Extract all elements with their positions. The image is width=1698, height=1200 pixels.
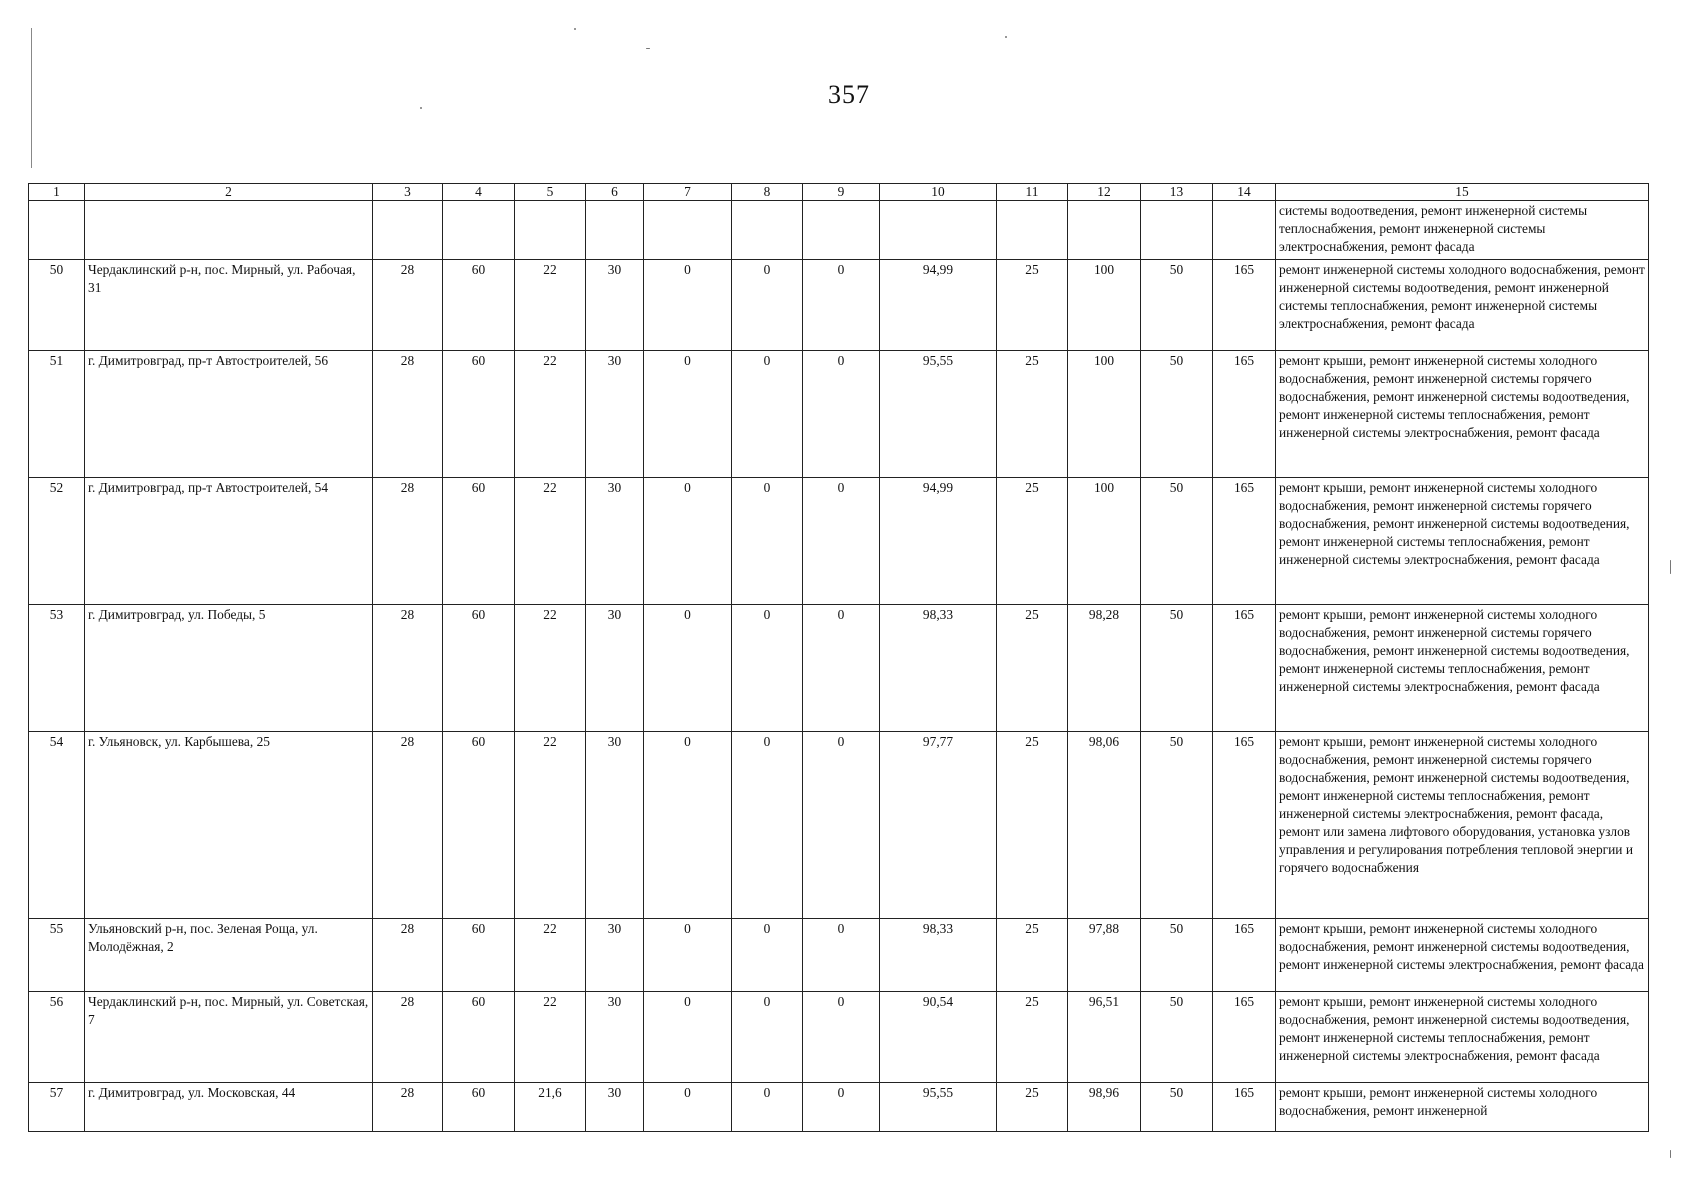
table-cell	[1213, 201, 1276, 260]
data-table	[28, 183, 1649, 1132]
value-cell: 25	[997, 605, 1068, 732]
address-cell: Ульяновский р-н, пос. Зеленая Роща, ул. Молодёжная, 2	[85, 919, 373, 992]
scan-speck	[420, 107, 422, 109]
address-cell: г. Ульяновск, ул. Карбышева, 25	[85, 732, 373, 919]
value-cell: 94,99	[880, 478, 997, 605]
value-cell: 28	[373, 351, 443, 478]
value-cell: 95,55	[880, 1083, 997, 1132]
works-description: ремонт крыши, ремонт инженерной системы холодного водоснабжения, ремонт инженерной системы горячего водоснабжения, ремонт инженерной системы водоотведения, ремонт инженерной системы теплоснабжения, ремонт инженерной системы электроснабжения, ремонт фасада, ремонт или замена лифтового оборудования, установка узлов управления и регулирования потребления тепловой энергии и горячего водоснабжения	[1276, 732, 1649, 919]
header-cell: 13	[1141, 184, 1213, 201]
value-cell: 165	[1213, 732, 1276, 919]
row-number: 54	[29, 732, 85, 919]
header-cell: 5	[515, 184, 586, 201]
value-cell: 0	[732, 992, 803, 1083]
row-number: 56	[29, 992, 85, 1083]
value-cell: 0	[803, 605, 880, 732]
address-cell: Чердаклинский р-н, пос. Мирный, ул. Рабочая, 31	[85, 260, 373, 351]
value-cell: 98,33	[880, 605, 997, 732]
value-cell: 0	[803, 732, 880, 919]
row-number: 57	[29, 1083, 85, 1132]
value-cell: 50	[1141, 478, 1213, 605]
value-cell: 0	[803, 351, 880, 478]
header-cell: 1	[29, 184, 85, 201]
table-cell	[1141, 201, 1213, 260]
value-cell: 60	[443, 1083, 515, 1132]
scan-margin-line	[31, 28, 32, 168]
value-cell: 60	[443, 605, 515, 732]
value-cell: 22	[515, 605, 586, 732]
value-cell: 0	[644, 260, 732, 351]
value-cell: 0	[644, 919, 732, 992]
header-cell: 14	[1213, 184, 1276, 201]
value-cell: 25	[997, 1083, 1068, 1132]
value-cell: 98,28	[1068, 605, 1141, 732]
row-number: 51	[29, 351, 85, 478]
value-cell: 0	[644, 992, 732, 1083]
value-cell: 0	[732, 919, 803, 992]
table-cell	[515, 201, 586, 260]
page-number: 357	[828, 80, 870, 109]
value-cell: 25	[997, 732, 1068, 919]
value-cell: 100	[1068, 351, 1141, 478]
table-cell	[880, 201, 997, 260]
value-cell: 0	[803, 478, 880, 605]
value-cell: 90,54	[880, 992, 997, 1083]
table-cell	[586, 201, 644, 260]
value-cell: 98,06	[1068, 732, 1141, 919]
table-row	[29, 919, 1649, 992]
value-cell: 98,96	[1068, 1083, 1141, 1132]
works-description: системы водоотведения, ремонт инженерной системы теплоснабжения, ремонт инженерной системы электроснабжения, ремонт фасада	[1276, 201, 1649, 260]
works-description: ремонт крыши, ремонт инженерной системы холодного водоснабжения, ремонт инженерной	[1276, 1083, 1649, 1132]
scan-speck	[646, 48, 650, 49]
continuation-row	[29, 201, 1649, 260]
value-cell: 50	[1141, 992, 1213, 1083]
table-cell	[85, 201, 373, 260]
header-cell: 4	[443, 184, 515, 201]
header-cell: 8	[732, 184, 803, 201]
value-cell: 25	[997, 919, 1068, 992]
value-cell: 0	[803, 919, 880, 992]
table-row	[29, 1083, 1649, 1132]
value-cell: 165	[1213, 351, 1276, 478]
value-cell: 165	[1213, 260, 1276, 351]
value-cell: 28	[373, 260, 443, 351]
works-description: ремонт крыши, ремонт инженерной системы холодного водоснабжения, ремонт инженерной системы горячего водоснабжения, ремонт инженерной системы водоотведения, ремонт инженерной системы теплоснабжения, ремонт инженерной системы электроснабжения, ремонт фасада	[1276, 478, 1649, 605]
value-cell: 97,77	[880, 732, 997, 919]
value-cell: 0	[803, 1083, 880, 1132]
scan-speck	[1005, 36, 1007, 38]
value-cell: 0	[644, 732, 732, 919]
value-cell: 60	[443, 732, 515, 919]
value-cell: 50	[1141, 605, 1213, 732]
value-cell: 60	[443, 919, 515, 992]
scan-speck	[574, 28, 576, 30]
value-cell: 28	[373, 992, 443, 1083]
scan-speck	[1670, 1150, 1671, 1158]
value-cell: 165	[1213, 605, 1276, 732]
value-cell: 30	[586, 919, 644, 992]
table-cell	[732, 201, 803, 260]
header-cell: 15	[1276, 184, 1649, 201]
value-cell: 30	[586, 1083, 644, 1132]
value-cell: 100	[1068, 260, 1141, 351]
table-row	[29, 478, 1649, 605]
header-cell: 3	[373, 184, 443, 201]
value-cell: 28	[373, 919, 443, 992]
address-cell: г. Димитровград, ул. Московская, 44	[85, 1083, 373, 1132]
value-cell: 25	[997, 260, 1068, 351]
value-cell: 50	[1141, 1083, 1213, 1132]
value-cell: 28	[373, 1083, 443, 1132]
value-cell: 165	[1213, 478, 1276, 605]
row-number: 55	[29, 919, 85, 992]
value-cell: 0	[644, 351, 732, 478]
header-cell: 12	[1068, 184, 1141, 201]
works-description: ремонт инженерной системы холодного водоснабжения, ремонт инженерной системы водоотведения, ремонт инженерной системы теплоснабжения, ремонт инженерной системы электроснабжения, ремонт фасада	[1276, 260, 1649, 351]
table-cell	[1068, 201, 1141, 260]
value-cell: 0	[644, 605, 732, 732]
value-cell: 0	[803, 992, 880, 1083]
value-cell: 165	[1213, 1083, 1276, 1132]
value-cell: 30	[586, 732, 644, 919]
address-cell: Чердаклинский р-н, пос. Мирный, ул. Советская, 7	[85, 992, 373, 1083]
row-number: 53	[29, 605, 85, 732]
value-cell: 0	[732, 478, 803, 605]
header-cell: 7	[644, 184, 732, 201]
value-cell: 165	[1213, 992, 1276, 1083]
value-cell: 60	[443, 351, 515, 478]
table-row	[29, 992, 1649, 1083]
value-cell: 60	[443, 992, 515, 1083]
value-cell: 21,6	[515, 1083, 586, 1132]
value-cell: 100	[1068, 478, 1141, 605]
value-cell: 25	[997, 478, 1068, 605]
value-cell: 50	[1141, 260, 1213, 351]
table-cell	[373, 201, 443, 260]
table-cell	[997, 201, 1068, 260]
value-cell: 0	[732, 605, 803, 732]
value-cell: 22	[515, 260, 586, 351]
row-number: 50	[29, 260, 85, 351]
value-cell: 30	[586, 260, 644, 351]
value-cell: 95,55	[880, 351, 997, 478]
value-cell: 25	[997, 351, 1068, 478]
value-cell: 30	[586, 478, 644, 605]
value-cell: 97,88	[1068, 919, 1141, 992]
value-cell: 50	[1141, 351, 1213, 478]
address-cell: г. Димитровград, пр-т Автостроителей, 54	[85, 478, 373, 605]
table-cell	[644, 201, 732, 260]
value-cell: 60	[443, 260, 515, 351]
header-cell: 9	[803, 184, 880, 201]
table-row	[29, 605, 1649, 732]
value-cell: 96,51	[1068, 992, 1141, 1083]
header-cell: 2	[85, 184, 373, 201]
value-cell: 0	[803, 260, 880, 351]
value-cell: 30	[586, 992, 644, 1083]
table-row	[29, 732, 1649, 919]
value-cell: 50	[1141, 919, 1213, 992]
scan-speck	[1670, 560, 1671, 574]
value-cell: 0	[732, 351, 803, 478]
value-cell: 60	[443, 478, 515, 605]
works-description: ремонт крыши, ремонт инженерной системы холодного водоснабжения, ремонт инженерной системы горячего водоснабжения, ремонт инженерной системы водоотведения, ремонт инженерной системы теплоснабжения, ремонт инженерной системы электроснабжения, ремонт фасада	[1276, 605, 1649, 732]
value-cell: 22	[515, 732, 586, 919]
value-cell: 22	[515, 992, 586, 1083]
value-cell: 94,99	[880, 260, 997, 351]
value-cell: 28	[373, 478, 443, 605]
table-cell	[443, 201, 515, 260]
table-cell	[803, 201, 880, 260]
value-cell: 165	[1213, 919, 1276, 992]
value-cell: 98,33	[880, 919, 997, 992]
value-cell: 30	[586, 605, 644, 732]
address-cell: г. Димитровград, пр-т Автостроителей, 56	[85, 351, 373, 478]
table-cell	[29, 201, 85, 260]
value-cell: 0	[644, 1083, 732, 1132]
header-cell: 10	[880, 184, 997, 201]
works-description: ремонт крыши, ремонт инженерной системы холодного водоснабжения, ремонт инженерной системы водоотведения, ремонт инженерной системы теплоснабжения, ремонт инженерной системы электроснабжения, ремонт фасада	[1276, 992, 1649, 1083]
row-number: 52	[29, 478, 85, 605]
works-description: ремонт крыши, ремонт инженерной системы холодного водоснабжения, ремонт инженерной системы водоотведения, ремонт инженерной системы электроснабжения, ремонт фасада	[1276, 919, 1649, 992]
works-description: ремонт крыши, ремонт инженерной системы холодного водоснабжения, ремонт инженерной системы горячего водоснабжения, ремонт инженерной системы водоотведения, ремонт инженерной системы теплоснабжения, ремонт инженерной системы электроснабжения, ремонт фасада	[1276, 351, 1649, 478]
value-cell: 28	[373, 605, 443, 732]
value-cell: 0	[732, 1083, 803, 1132]
header-cell: 6	[586, 184, 644, 201]
table-row	[29, 351, 1649, 478]
header-row	[29, 184, 1649, 201]
header-cell: 11	[997, 184, 1068, 201]
value-cell: 28	[373, 732, 443, 919]
value-cell: 22	[515, 478, 586, 605]
value-cell: 22	[515, 351, 586, 478]
value-cell: 30	[586, 351, 644, 478]
address-cell: г. Димитровград, ул. Победы, 5	[85, 605, 373, 732]
value-cell: 22	[515, 919, 586, 992]
value-cell: 0	[644, 478, 732, 605]
value-cell: 0	[732, 732, 803, 919]
table-row	[29, 260, 1649, 351]
value-cell: 0	[732, 260, 803, 351]
value-cell: 50	[1141, 732, 1213, 919]
value-cell: 25	[997, 992, 1068, 1083]
